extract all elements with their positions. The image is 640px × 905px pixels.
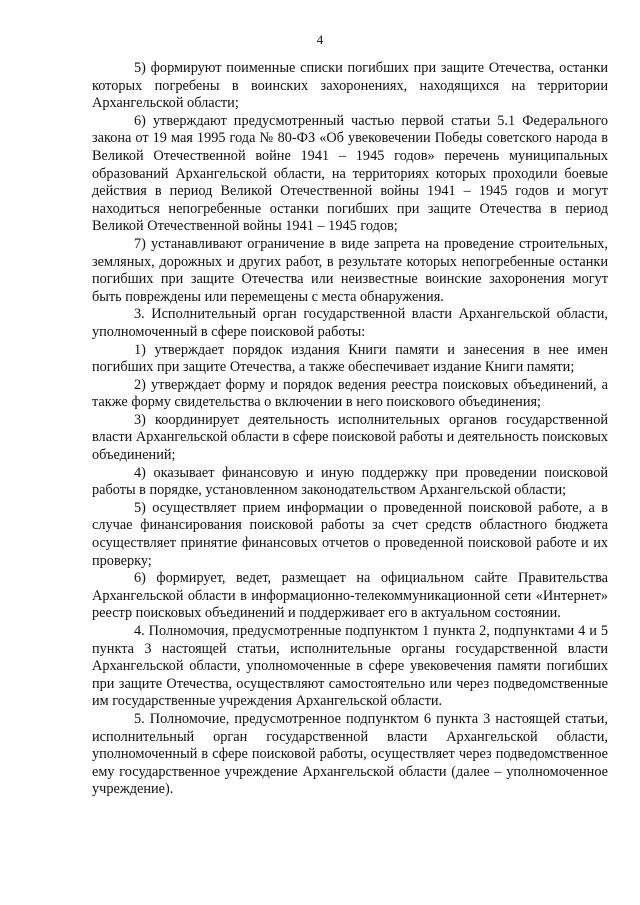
paragraph-section-4: 4. Полномочия, предусмотренные подпунктом 1 пункта 2, подпунктами 4 и 5 пункта 3 настоящей статьи, исполнительные органы государственной власти Архангельской области, уполномоченные в сфере увековечения памяти погибших при защите Отечества, осуществляют самостоятельно или через подведомственные им государственные учреждения Архангельской области. <box>92 623 608 710</box>
paragraph-item-6: 6) утверждают предусмотренный частью первой статьи 5.1 Федерального закона от 19 мая 1995 года № 80-ФЗ «Об увековечении Победы советского народа в Великой Отечественной войне 1941 – 1945 годов» перечень муниципальных образований Архангельской области, на территориях которых проходили боевые действия в период Великой Отечественной войны 1941 – 1945 годов и могут находиться непогребенные останки погибших при защите Отечества в период Великой Отечественной войны 1941 – 1945 годов; <box>92 112 608 235</box>
paragraph-section-3-item-3: 3) координирует деятельность исполнительных органов государственной власти Архангельской области в сфере поисковой работы и деятельность поисковых объединений; <box>92 411 608 464</box>
paragraph-section-3: 3. Исполнительный орган государственной власти Архангельской области, уполномоченный в сфере поисковой работы: <box>92 306 608 340</box>
document-body <box>92 60 608 799</box>
paragraph-section-5: 5. Полномочие, предусмотренное подпунктом 6 пункта 3 настоящей статьи, исполнительный орган государственной власти Архангельской области, уполномоченный в сфере поисковой работы, осуществляет через подведомственное ему государственное учреждение Архангельской области (далее – уполномоченное учреждение). <box>92 710 608 798</box>
paragraph-item-5: 5) формируют поименные списки погибших при защите Отечества, останки которых погребены в воинских захоронениях, находящихся на территории Архангельской области; <box>92 60 608 112</box>
paragraph-section-3-item-4: 4) оказывает финансовую и иную поддержку при проведении поисковой работы в порядке, установленном законодательством Архангельской области; <box>92 464 608 499</box>
page-number: 4 <box>316 32 324 47</box>
paragraph-section-3-item-1: 1) утверждает порядок издания Книги памяти и занесения в нее имен погибших при защите Отечества, а также обеспечивает издание Книги памяти; <box>92 341 608 376</box>
paragraph-section-3-item-2: 2) утверждает форму и порядок ведения реестра поисковых объединений, а также форму свидетельства о включении в него поискового объединения; <box>92 376 608 411</box>
paragraph-section-3-item-6: 6) формирует, ведет, размещает на официальном сайте Правительства Архангельской области в информационно-телекоммуникационной сети «Интернет» реестр поисковых объединений и поддерживает его в актуальном состоянии. <box>92 570 608 622</box>
paragraph-item-7: 7) устанавливают ограничение в виде запрета на проведение строительных, земляных, дорожных и других работ, в результате которых непогребенные останки погибших при защите Отечества или неизвестные воинские захоронения могут быть повреждены или перемещены с места обнаружения. <box>92 235 608 305</box>
paragraph-section-3-item-5: 5) осуществляет прием информации о проведенной поисковой работе, а в случае финансирования поисковой работы за счет средств областного бюджета осуществляет принятие финансовых отчетов о проведенной поисковой работе и их проверку; <box>92 499 608 569</box>
